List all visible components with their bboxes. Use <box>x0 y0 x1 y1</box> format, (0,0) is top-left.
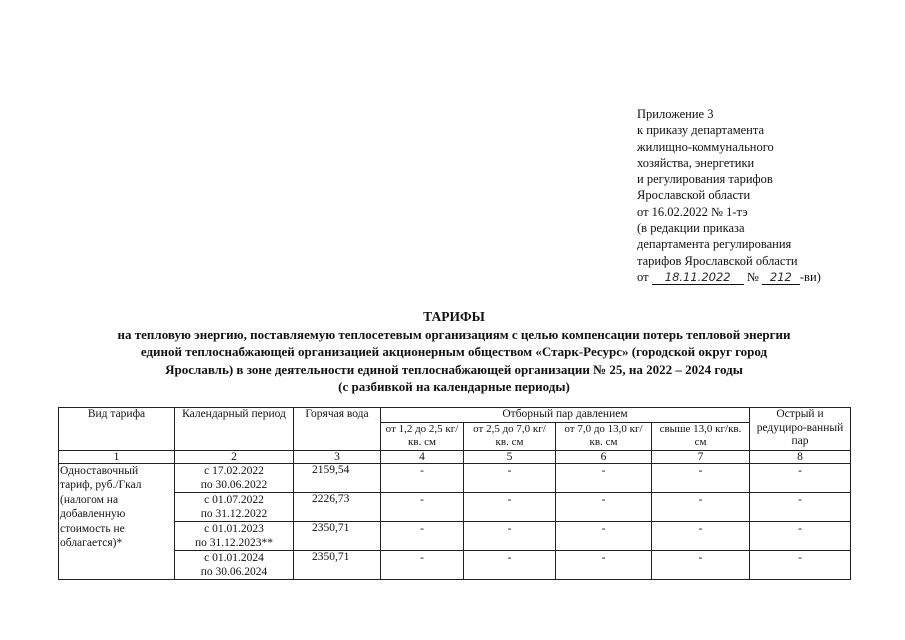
steam-1-value: - <box>381 492 464 521</box>
number-sign: № <box>746 269 759 284</box>
appendix-line: тарифов Ярославской области <box>637 253 798 268</box>
header-steam-1: от 1,2 до 2,5 кг/кв. см <box>381 422 464 450</box>
hot-water-value: 2350,71 <box>294 550 381 579</box>
column-number: 8 <box>750 450 851 463</box>
sharp-steam-value: - <box>750 550 851 579</box>
period-cell <box>175 550 294 579</box>
heading-line: на тепловую энергию, поставляемую теплосетевым организациям с целью компенсации потерь тепловой энергии <box>117 326 791 342</box>
steam-3-value: - <box>556 550 652 579</box>
appendix-line: хозяйства, энергетики <box>637 155 755 170</box>
steam-4-value: - <box>652 550 750 579</box>
steam-3-value: - <box>556 521 652 550</box>
steam-2-value: - <box>464 521 556 550</box>
appendix-block <box>637 106 877 285</box>
period-to: по 30.06.2022 <box>200 478 268 491</box>
document-heading <box>40 308 868 396</box>
column-number: 2 <box>175 450 294 463</box>
heading-line: Ярославль) в зоне деятельности единой теплоснабжающей организации № 25, на 2022 – 2024 годы <box>165 361 743 377</box>
header-steam-group: Отборный пар давлением <box>381 408 750 423</box>
steam-2-value: - <box>464 463 556 492</box>
column-number: 5 <box>464 450 556 463</box>
appendix-line: и регулирования тарифов <box>637 172 773 187</box>
appendix-line: Приложение 3 <box>637 107 714 121</box>
header-water: Горячая вода <box>294 408 381 451</box>
period-from: с 01.01.2024 <box>204 551 264 564</box>
header-type: Вид тарифа <box>59 408 175 451</box>
hot-water-value: 2159,54 <box>294 463 381 492</box>
tariff-type: Одноставочный тариф, руб./Гкал (налогом на добавленную стоимость не облагается)* <box>59 463 175 579</box>
table-row <box>59 463 851 492</box>
steam-4-value: - <box>652 492 750 521</box>
appendix-line: от 16.02.2022 № 1-тэ <box>637 204 748 219</box>
hot-water-value: 2226,73 <box>294 492 381 521</box>
handwritten-date: 18.11.2022 <box>652 271 744 285</box>
period-from: с 01.07.2022 <box>204 493 264 506</box>
header-row <box>59 408 851 423</box>
steam-1-value: - <box>381 521 464 550</box>
hot-water-value: 2350,71 <box>294 521 381 550</box>
period-cell <box>175 521 294 550</box>
table-row <box>59 492 851 521</box>
sharp-steam-value: - <box>750 492 851 521</box>
appendix-prefix: от <box>637 269 649 284</box>
period-from: с 01.01.2023 <box>204 522 264 535</box>
table-row <box>59 521 851 550</box>
column-number: 6 <box>556 450 652 463</box>
appendix-line: к приказу департамента <box>637 123 765 138</box>
period-from: с 17.02.2022 <box>204 464 264 477</box>
appendix-line: жилищно-коммунального <box>637 139 774 154</box>
tariff-table <box>58 407 851 580</box>
steam-1-value: - <box>381 550 464 579</box>
steam-2-value: - <box>464 550 556 579</box>
steam-3-value: - <box>556 492 652 521</box>
steam-4-value: - <box>652 463 750 492</box>
sharp-steam-value: - <box>750 463 851 492</box>
period-to: по 31.12.2022 <box>200 507 268 520</box>
period-cell <box>175 492 294 521</box>
appendix-line: (в редакции приказа <box>637 221 745 236</box>
period-to: по 31.12.2023** <box>194 536 274 549</box>
heading-line: единой теплоснабжающей организацией акционерным обществом «Старк-Ресурс» (городской округ город <box>140 344 768 360</box>
header-steam-3: от 7,0 до 13,0 кг/кв. см <box>556 422 652 450</box>
appendix-last-line <box>637 269 877 285</box>
appendix-line: департамента регулирования <box>637 237 792 252</box>
column-number: 7 <box>652 450 750 463</box>
column-number: 4 <box>381 450 464 463</box>
sharp-steam-value: - <box>750 521 851 550</box>
steam-3-value: - <box>556 463 652 492</box>
header-sharp-steam: Острый и редуциро-ванный пар <box>750 408 851 451</box>
column-number: 1 <box>59 450 175 463</box>
steam-2-value: - <box>464 492 556 521</box>
header-period: Календарный период <box>175 408 294 451</box>
table-row <box>59 550 851 579</box>
appendix-line: Ярославской области <box>637 188 751 203</box>
period-cell <box>175 463 294 492</box>
column-number: 3 <box>294 450 381 463</box>
header-steam-2: от 2,5 до 7,0 кг/ кв. см <box>464 422 556 450</box>
heading-line: (с разбивкой на календарные периоды) <box>338 379 570 395</box>
document-title: ТАРИФЫ <box>423 309 485 324</box>
column-number-row <box>59 450 851 463</box>
steam-1-value: - <box>381 463 464 492</box>
handwritten-number: 212 <box>762 271 800 285</box>
period-to: по 30.06.2024 <box>200 565 268 578</box>
steam-4-value: - <box>652 521 750 550</box>
header-steam-4: свыше 13,0 кг/кв. см <box>652 422 750 450</box>
appendix-suffix: -ви) <box>799 269 821 284</box>
